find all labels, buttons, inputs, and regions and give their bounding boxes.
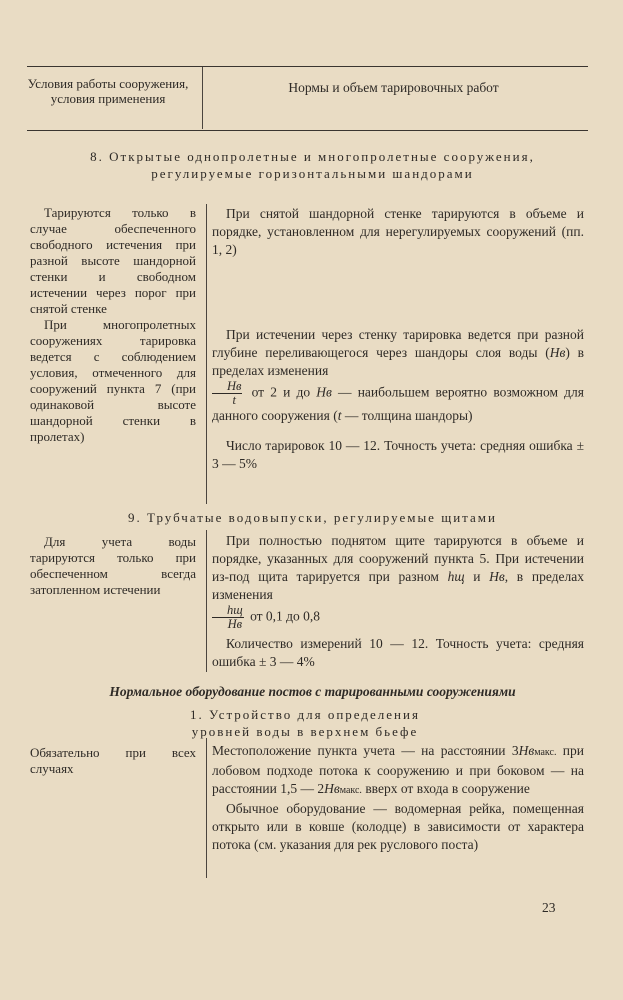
header-top-rule bbox=[27, 66, 588, 67]
section-1-right-p2: Обычное оборудование — водомерная рейка, помещенная открыто или в ковше (колодце) в зависимости от характера потока (см. указания для рек руслового поста) bbox=[212, 801, 584, 852]
section-8-divider bbox=[206, 204, 207, 504]
section-8-right-top bbox=[212, 205, 584, 259]
header-bottom-rule bbox=[27, 130, 588, 131]
section-8-right-bottom bbox=[212, 326, 584, 473]
section-9-right bbox=[212, 532, 584, 671]
fraction-hv-over-t: $\frac{Hв}{t}$ bbox=[212, 380, 242, 407]
section-9-left-p1: Для учета воды тарируются только при обеспеченном всегда затопленном истечении bbox=[30, 534, 196, 597]
section-9-left bbox=[30, 534, 196, 598]
section-8-right-p1: При снятой шандорной стенке тарируются в объеме и порядке, установленном для нерегулируемых сооружений (пп. 1, 2) bbox=[212, 206, 584, 257]
section-8-title: 8. Открытые однопролетные и многопролетные сооружения, регулируемые горизонтальными шандорами bbox=[90, 149, 535, 181]
section-9-divider bbox=[206, 530, 207, 672]
header-left-column: Условия работы сооружения, условия применения bbox=[27, 76, 189, 106]
section-9-title: 9. Трубчатые водовыпуски, регулируемые щитами bbox=[128, 510, 497, 525]
section-1-left bbox=[30, 745, 196, 777]
section-1-title: 1. Устройство для определения уровней воды в верхнем бьефе bbox=[190, 707, 420, 739]
section-8-left bbox=[30, 205, 196, 445]
section-9-right-p2: Количество измерений 10 — 12. Точность учета: средняя ошибка ± 3 — 4% bbox=[212, 636, 584, 669]
section-1-left-p1: Обязательно при всех случаях bbox=[30, 745, 196, 776]
fraction-hsh-over-hv: $\frac{hщ}{Hв}$ bbox=[212, 604, 244, 631]
section-1-right bbox=[212, 742, 584, 854]
section-9-right-p1: При полностью поднятом щите тарируются в объеме и порядке, указанных для сооружений пункта 5. При истечении из-под щита тарируется при разном hщ и Hв, в пределах изменения $\frac{hщ}{Hв}$ от 0,1 до 0,8 bbox=[212, 533, 584, 631]
page-number: 23 bbox=[542, 900, 556, 915]
equipment-heading: Нормальное оборудование постов с тарированными сооружениями bbox=[109, 684, 516, 699]
section-8-left-p2: При многопролетных сооружениях тарировка ведется с соблюдением условия, отмеченного для сооружений пункта 7 (при одинаковой высоте шандорной стенки в пролетах) bbox=[30, 317, 196, 444]
header-column-divider bbox=[202, 67, 203, 129]
section-8-right-p3: Число тарировок 10 — 12. Точность учета: средняя ошибка ± 3 — 5% bbox=[212, 438, 584, 471]
section-8-right-p2: При истечении через стенку тарировка ведется при разной глубине переливающегося через шандоры слоя воды (Hв) в пределах изменения $\frac{Hв}{t}$ от 2 и до Hв — наибольшем вероятно возможном для данного сооружения (t — толщина шандоры) bbox=[212, 327, 584, 423]
section-1-divider bbox=[206, 738, 207, 878]
section-1-right-p1: Местоположение пункта учета — на расстоянии 3Hвмакс. при лобовом подходе потока к сооружению и при боковом — на расстоянии 1,5 — 2Hвмакс. вверх от входа в сооружение bbox=[212, 743, 584, 796]
header-right-column: Нормы и объем тарировочных работ bbox=[288, 80, 499, 95]
section-8-left-p1: Тарируются только в случае обеспеченного свободного истечения при разной высоте шандорной стенки и свободном истечении через порог при снятой стенке bbox=[30, 205, 196, 316]
